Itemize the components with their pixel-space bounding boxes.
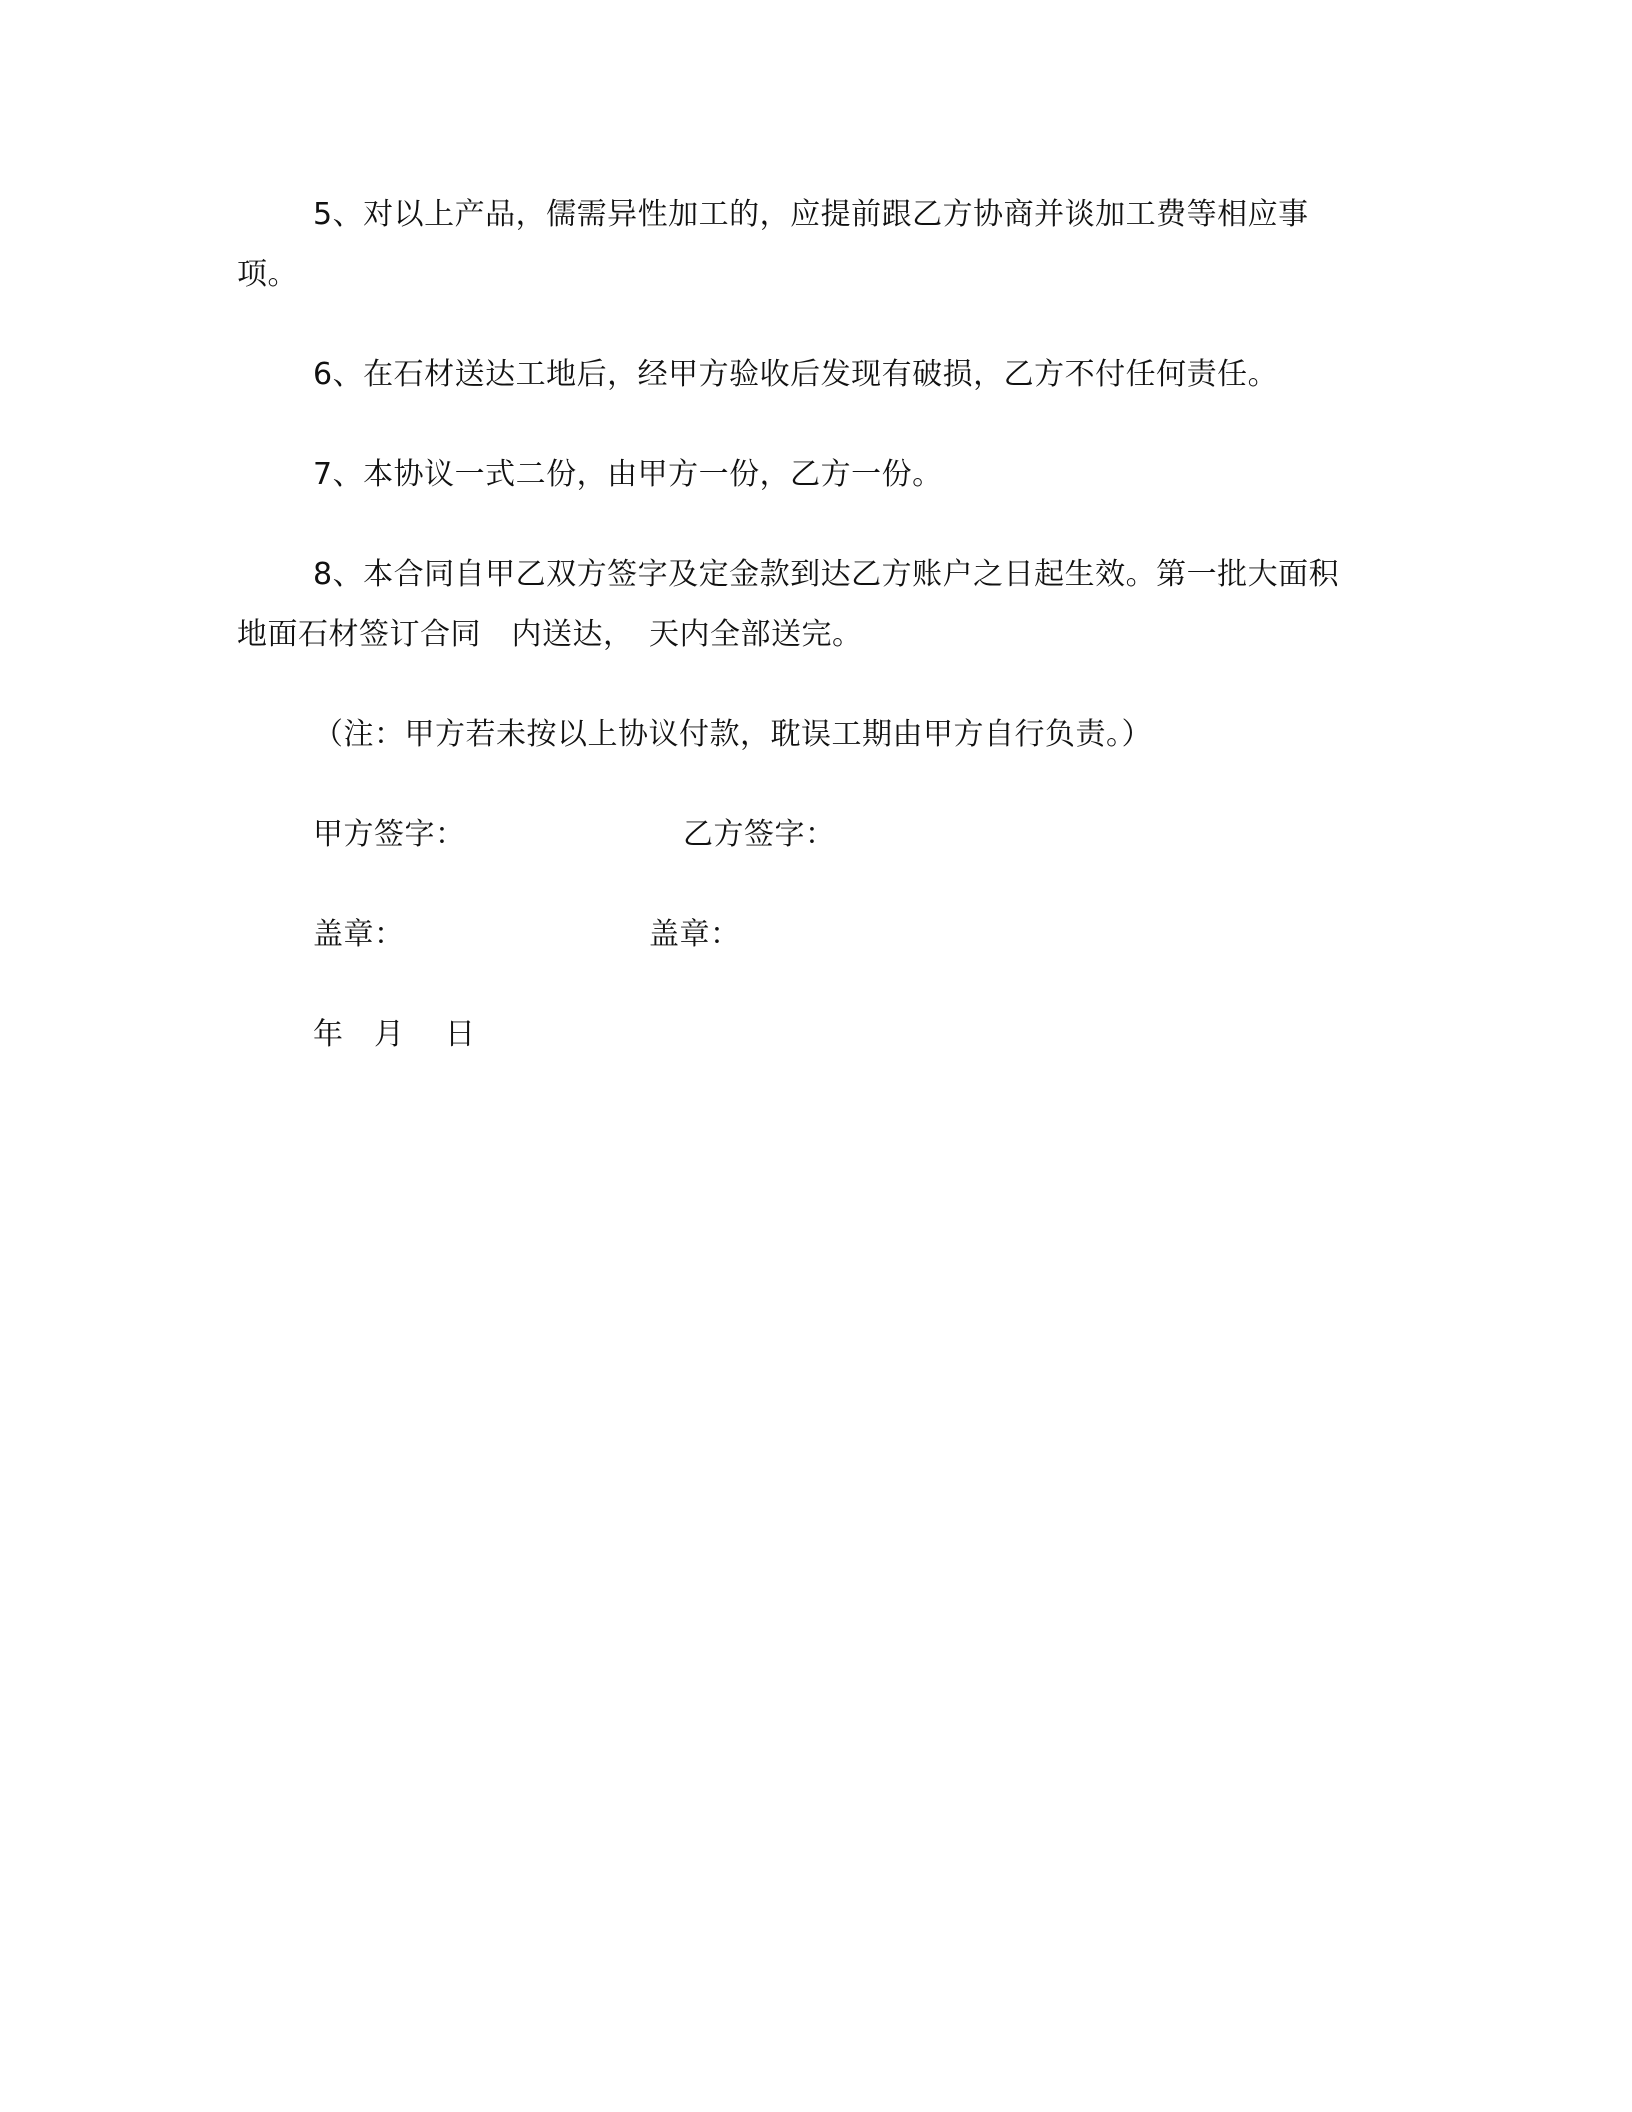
clause-5-line-2: 项。 <box>237 257 298 292</box>
clause-8-line-1: 8、本合同自甲乙双方签字及定金款到达乙方账户之日起生效。第一批大面积 <box>313 557 1340 592</box>
party-a-signature-label: 甲方签字： <box>313 817 466 852</box>
party-a-seal-label: 盖章： <box>313 917 405 952</box>
payment-note: （注：甲方若未按以上协议付款，耽误工期由甲方自行负责。） <box>313 717 1152 752</box>
clause-7: 7、本协议一式二份，由甲方一份，乙方一份。 <box>313 457 943 492</box>
clause-5-line-1: 5、对以上产品，儒需异性加工的，应提前跟乙方协商并谈加工费等相应事 <box>313 197 1309 232</box>
party-b-signature-label: 乙方签字： <box>683 817 836 852</box>
clause-6: 6、在石材送达工地后，经甲方验收后发现有破损，乙方不付任何责任。 <box>313 357 1279 392</box>
party-b-seal-label: 盖章： <box>649 917 741 952</box>
date-line: 年 月 日 <box>313 1017 476 1052</box>
clause-8-line-2: 地面石材签订合同 内送达， 天内全部送完。 <box>237 617 863 652</box>
